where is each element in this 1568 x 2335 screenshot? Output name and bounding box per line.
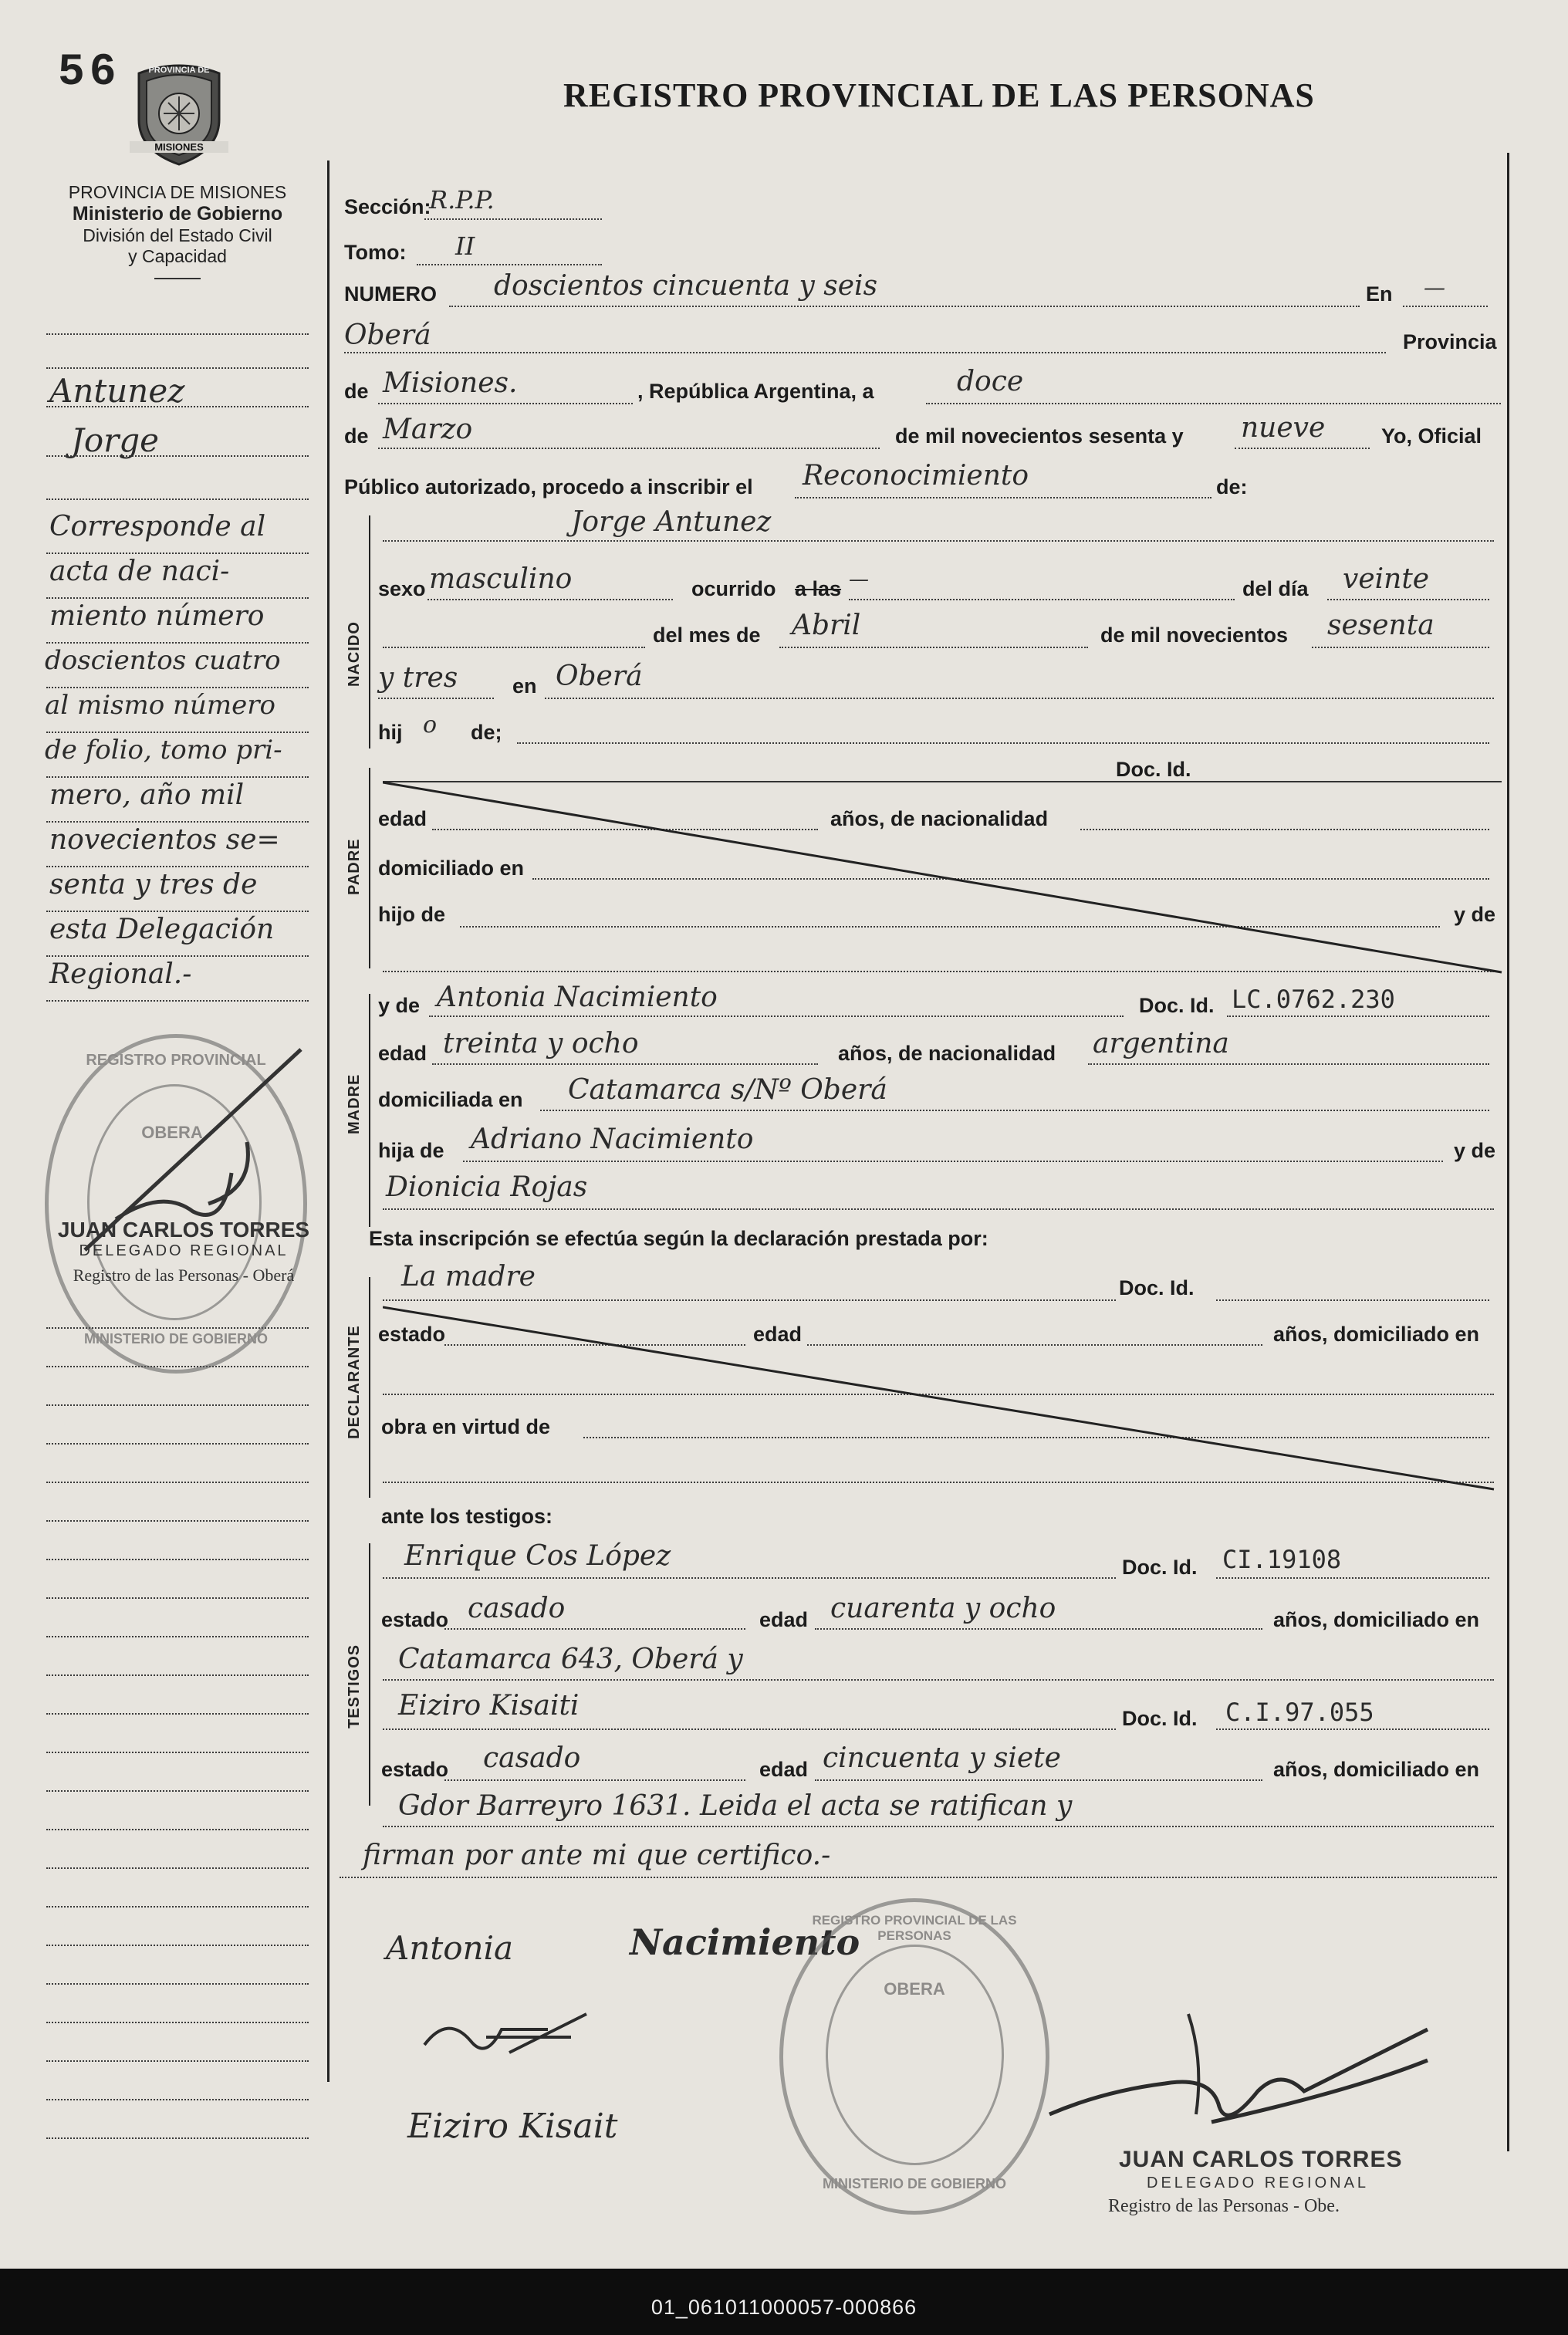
testigos-bracket bbox=[369, 1543, 370, 1806]
label-edad-declarante: edad bbox=[753, 1323, 803, 1346]
label-nacionalidad-madre: años, de nacionalidad bbox=[838, 1042, 1056, 1065]
margin-surname: Antunez bbox=[49, 372, 185, 410]
right-margin-rule bbox=[1507, 153, 1509, 2151]
label-y-de-madre: y de bbox=[378, 994, 421, 1017]
padre-bracket bbox=[369, 768, 370, 968]
label-numero: NUMERO bbox=[344, 282, 437, 306]
label-domiciliado-padre: domiciliado en bbox=[378, 857, 525, 880]
label-edad-testigo2: edad bbox=[759, 1758, 809, 1781]
left-seal-name: JUAN CARLOS TORRES bbox=[57, 1218, 310, 1242]
agency-line3: División del Estado Civil bbox=[83, 225, 272, 245]
right-seal-office: Registro de las Personas - Obe. bbox=[1108, 2196, 1340, 2216]
value-anio-nac: sesenta bbox=[1327, 610, 1435, 641]
agency-block bbox=[31, 182, 324, 279]
label-estado-testigo2: estado bbox=[381, 1758, 449, 1781]
label-hija-de: hija de bbox=[378, 1139, 444, 1162]
left-seal-signature bbox=[69, 1019, 316, 1265]
label-edad-testigo1: edad bbox=[759, 1608, 809, 1631]
margin-note-line: mero, año mil bbox=[49, 779, 245, 811]
label-publico: Público autorizado, procedo a inscribir el bbox=[344, 475, 753, 498]
value-testigo2-edad: cincuenta y siete bbox=[823, 1742, 1061, 1774]
value-madre-edad: treinta y ocho bbox=[443, 1028, 639, 1059]
value-testigo1: Enrique Cos López bbox=[404, 1540, 671, 1572]
label-en-nac: en bbox=[512, 674, 537, 698]
value-madre-padre: Adriano Nacimiento bbox=[471, 1124, 754, 1155]
label-anios-dom-testigo2: años, domiciliado en bbox=[1273, 1758, 1480, 1781]
value-declarante: La madre bbox=[401, 1261, 536, 1293]
value-madre-dom: Catamarca s/Nº Oberá bbox=[568, 1074, 887, 1106]
side-label-nacido: NACIDO bbox=[346, 621, 363, 687]
margin-note-line: al mismo número bbox=[45, 690, 275, 721]
value-testigo1-edad: cuarenta y ocho bbox=[830, 1593, 1056, 1624]
declarante-bracket bbox=[369, 1277, 370, 1498]
value-madre-nac: argentina bbox=[1093, 1028, 1229, 1059]
side-label-padre: PADRE bbox=[346, 838, 363, 895]
footer-code: 01_061011000057-000866 bbox=[651, 2296, 917, 2319]
label-de-2: de bbox=[344, 424, 369, 448]
label-doc-id-testigo1: Doc. Id. bbox=[1122, 1556, 1198, 1579]
label-ocurrido: ocurrido bbox=[691, 577, 776, 600]
value-place: Oberá bbox=[344, 319, 431, 351]
left-column-rule bbox=[327, 161, 329, 2082]
signature-3: Eiziro Kisait bbox=[407, 2107, 618, 2146]
agency-rule bbox=[154, 278, 201, 279]
crest-top-text: PROVINCIA DE bbox=[148, 66, 210, 75]
margin-note-line: Corresponde al bbox=[49, 511, 266, 542]
agency-line2: Ministerio de Gobierno bbox=[72, 203, 283, 225]
right-signature-scribble bbox=[1026, 1999, 1443, 2145]
label-anios-dom-testigo1: años, domiciliado en bbox=[1273, 1608, 1480, 1631]
label-yo-oficial: Yo, Oficial bbox=[1381, 424, 1482, 448]
label-sexo: sexo bbox=[378, 577, 426, 600]
padre-cancel-line bbox=[383, 779, 1509, 980]
value-madre-doc: LC.0762.230 bbox=[1232, 985, 1395, 1014]
label-republica: , República Argentina, a bbox=[637, 380, 874, 403]
label-a-las: a las bbox=[795, 577, 842, 600]
signature-1b: Nacimiento bbox=[630, 1921, 860, 1963]
label-doc-id-testigo2: Doc. Id. bbox=[1122, 1707, 1198, 1730]
left-seal-office: Registro de las Personas - Oberá bbox=[73, 1265, 295, 1285]
value-seccion: R.P.P. bbox=[429, 185, 495, 215]
value-madre-nombre: Antonia Nacimiento bbox=[437, 982, 718, 1013]
label-del-mes-de: del mes de bbox=[653, 623, 761, 647]
value-sexo: masculino bbox=[429, 563, 573, 595]
side-label-testigos: TESTIGOS bbox=[346, 1644, 363, 1728]
margin-given-name: Jorge bbox=[71, 421, 159, 459]
label-nacionalidad-padre: años, de nacionalidad bbox=[830, 807, 1049, 830]
value-numero: doscientos cincuenta y seis bbox=[494, 270, 878, 302]
left-seal-center-text: OBERA bbox=[141, 1123, 203, 1142]
label-estado-testigo1: estado bbox=[381, 1608, 449, 1631]
province-crest bbox=[130, 58, 228, 167]
value-acto: Reconocimiento bbox=[803, 460, 1029, 492]
signature-2-scribble bbox=[417, 1999, 602, 2068]
nacido-bracket bbox=[369, 515, 370, 748]
margin-note-line: senta y tres de bbox=[49, 869, 258, 901]
label-hijo-de: hijo de bbox=[378, 903, 445, 926]
margin-note-line: doscientos cuatro bbox=[45, 645, 281, 676]
right-seal-bottom-text: MINISTERIO DE GOBIERNO bbox=[822, 2176, 1007, 2191]
value-testigo2: Eiziro Kisaiti bbox=[398, 1690, 580, 1722]
label-de-mil-1960: de mil novecientos sesenta y bbox=[895, 424, 1184, 448]
side-label-madre: MADRE bbox=[346, 1073, 363, 1134]
margin-note-line: miento número bbox=[49, 600, 265, 632]
crest-bottom-text: MISIONES bbox=[130, 141, 228, 153]
signature-1: Antonia bbox=[386, 1929, 514, 1967]
right-seal-title: DELEGADO REGIONAL bbox=[1147, 2174, 1370, 2191]
right-official-seal bbox=[779, 1898, 1049, 2215]
value-madre-madre: Dionicia Rojas bbox=[386, 1171, 588, 1203]
value-testigo2-dom: Gdor Barreyro 1631. Leida el acta se ratifican y bbox=[398, 1790, 1073, 1822]
right-seal-name: JUAN CARLOS TORRES bbox=[1119, 2147, 1403, 2172]
value-hij-suffix: o bbox=[423, 711, 438, 738]
value-testigo1-estado: casado bbox=[468, 1593, 566, 1624]
label-y-de-padre: y de bbox=[1454, 903, 1496, 926]
value-testigo2-doc: C.I.97.055 bbox=[1225, 1698, 1374, 1727]
page-number: 56 bbox=[58, 48, 121, 98]
value-mes: Marzo bbox=[383, 414, 473, 445]
label-domiciliada: domiciliada en bbox=[378, 1088, 523, 1111]
declarante-cancel-line bbox=[383, 1304, 1509, 1497]
value-testigo2-estado: casado bbox=[483, 1742, 581, 1774]
left-seal-ring-text: REGISTRO PROVINCIAL bbox=[86, 1052, 266, 1069]
value-hora: — bbox=[849, 568, 869, 591]
label-seccion: Sección: bbox=[344, 195, 431, 218]
margin-note-line: novecientos se= bbox=[49, 824, 280, 856]
label-declaracion: Esta inscripción se efectúa según la declaración prestada por: bbox=[369, 1227, 988, 1250]
left-seal-title: DELEGADO REGIONAL bbox=[79, 1242, 289, 1259]
value-provincia-name: Misiones. bbox=[383, 367, 518, 399]
label-en: En bbox=[1366, 282, 1393, 306]
label-doc-id-madre: Doc. Id. bbox=[1139, 994, 1215, 1017]
label-estado-declarante: estado bbox=[378, 1323, 446, 1346]
margin-note-line: Regional.- bbox=[49, 958, 192, 990]
label-de-colon: de: bbox=[1216, 475, 1248, 498]
value-cierre: firman por ante mi que certifico.- bbox=[363, 1840, 831, 1871]
value-mes-nac: Abril bbox=[792, 610, 861, 641]
label-de-mil-novecientos: de mil novecientos bbox=[1100, 623, 1289, 647]
label-anios-dom-declarante: años, domiciliado en bbox=[1273, 1323, 1480, 1346]
value-nombre: Jorge Antunez bbox=[571, 506, 772, 538]
label-del-dia: del día bbox=[1242, 577, 1309, 600]
right-seal-center-text: OBERA bbox=[884, 1979, 945, 1999]
label-doc-id-declarante: Doc. Id. bbox=[1119, 1276, 1195, 1299]
label-doc-id-padre: Doc. Id. bbox=[1116, 758, 1191, 781]
value-dia-nac: veinte bbox=[1343, 563, 1430, 595]
label-obra-virtud: obra en virtud de bbox=[381, 1415, 551, 1438]
label-hij-de: de; bbox=[471, 721, 502, 744]
value-en: — bbox=[1424, 275, 1445, 300]
madre-bracket bbox=[369, 994, 370, 1227]
side-label-declarante: DECLARANTE bbox=[346, 1325, 363, 1439]
label-de-1: de bbox=[344, 380, 369, 403]
label-provincia: Provincia bbox=[1403, 330, 1497, 353]
margin-note-line: esta Delegación bbox=[49, 914, 275, 945]
label-tomo: Tomo: bbox=[344, 241, 407, 264]
value-lugar-nac: Oberá bbox=[556, 661, 643, 692]
right-seal-ring-text: REGISTRO PROVINCIAL DE LAS PERSONAS bbox=[812, 1913, 1017, 1943]
left-seal-bottom-text: MINISTERIO DE GOBIERNO bbox=[83, 1331, 269, 1347]
label-ante-testigos: ante los testigos: bbox=[381, 1505, 553, 1528]
header-title: REGISTRO PROVINCIAL DE LAS PERSONAS bbox=[563, 76, 1315, 114]
label-y-de-madre-2: y de bbox=[1454, 1139, 1496, 1162]
margin-note-line: acta de naci- bbox=[49, 556, 230, 587]
agency-line4: y Capacidad bbox=[128, 246, 227, 266]
value-dia: doce bbox=[957, 366, 1024, 397]
value-testigo1-dom: Catamarca 643, Oberá y bbox=[398, 1644, 743, 1675]
value-testigo1-doc: CI.19108 bbox=[1222, 1545, 1342, 1574]
value-tomo: II bbox=[455, 231, 475, 261]
label-edad-padre: edad bbox=[378, 807, 427, 830]
margin-note-line: de folio, tomo pri- bbox=[45, 735, 282, 765]
label-edad-madre: edad bbox=[378, 1042, 427, 1065]
label-hij: hij bbox=[378, 721, 403, 744]
value-anio-nac-2: y tres bbox=[378, 662, 458, 694]
agency-line1: PROVINCIA DE MISIONES bbox=[68, 182, 287, 202]
value-anio: nueve bbox=[1241, 412, 1326, 444]
